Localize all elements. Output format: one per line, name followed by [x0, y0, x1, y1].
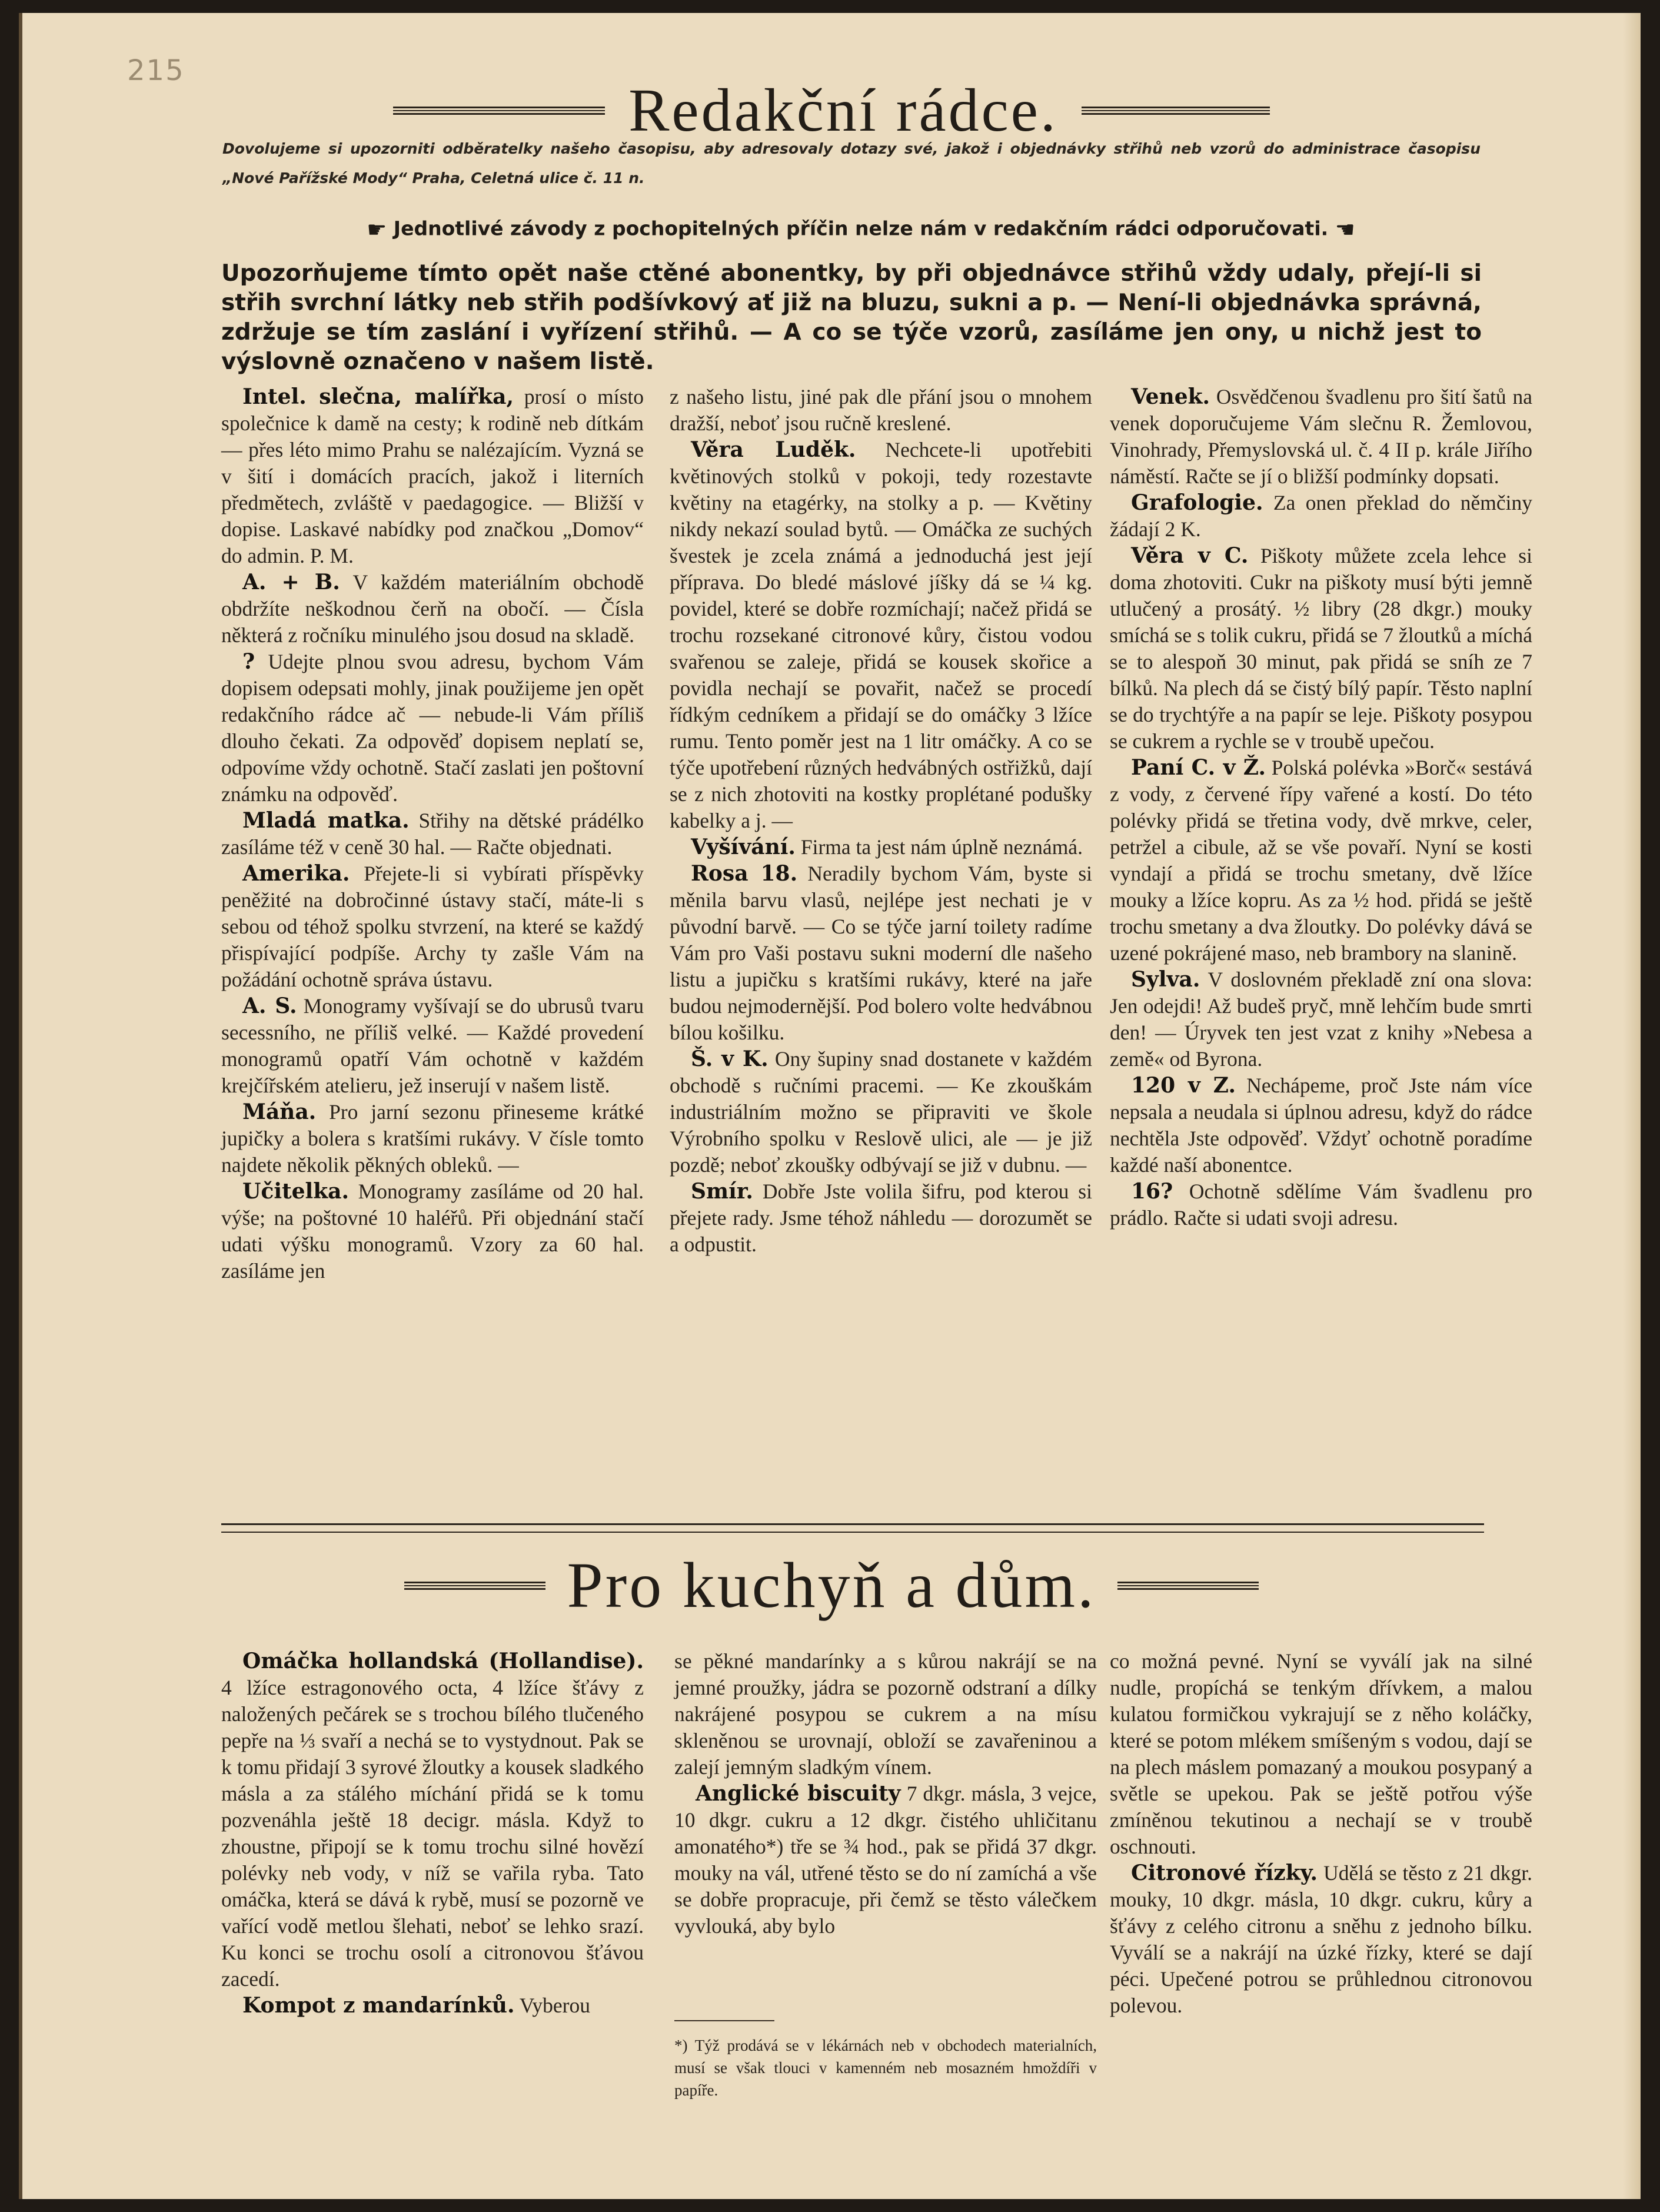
advice-entry	[1110, 1178, 1532, 1231]
announcement-paragraph: Upozorňujeme tímto opět naše ctěné abonentky, by při objednávce střihů vždy udaly, přejí-li si střih svrchní látky neb střih podšívkový ať již na bluzu, sukni a p. — Není-li objednávka správná, zdržuje se tím zaslání i vyřízení střihů. — A co se týče vzorů, zasíláme jen ony, u nichž jest to výslovně označeno v našem listě.	[221, 260, 1482, 375]
entry-text: Ony šupiny snad dostanete v každém obchodě s ručními pracemi. — Ke zkouškám industriálním možno se připraviti ve škole Výrobního spolku v Reslově ulici, ale — je již pozdě; neboť zkoušky odbývají se již v dubnu. —	[670, 1047, 1092, 1177]
kitchen-entry	[221, 1992, 644, 2019]
advice-entry	[670, 1178, 1092, 1258]
entry-heading-citronove-rizky: Citronové řízky.	[1131, 1861, 1318, 1885]
section-separator	[221, 1523, 1484, 1533]
entry-text: 7 dkgr. másla, 3 vejce, 10 dkgr. cukru a 12 dkgr. čistého uhličitanu amonatého*) tře se ¾ hod., pak se přidá 37 dkgr. mouky na vál, utřené těsto se do ní zamíchá a vše se dobře propracuje, při čemž se těsto válečkem vyvlouká, aby bylo	[674, 1782, 1097, 1938]
kitchen-column-2	[674, 1648, 1097, 1939]
advice-entry	[1110, 755, 1532, 966]
entry-text: Dobře Jste volila šifru, pod kterou si přejete rady. Jsme téhož náhledu — dorozumět se a odpustit.	[670, 1180, 1092, 1256]
advice-column-1	[221, 384, 644, 1284]
kitchen-entry	[1110, 1860, 1532, 2019]
entry-text: Udejte plnou svou adresu, bychom Vám dopisem odepsati mohly, jinak použijeme jen opět redakčního rádce ač — nebude-li Vám příliš dlouho čekati. Za odpověď dopisem neplatí se, odpovíme vždy ochotně. Stačí zaslati jen poštovní známku na odpověď.	[221, 650, 644, 806]
entry-heading-amerika: Amerika.	[242, 861, 350, 886]
entry-text: Pro jarní sezonu přineseme krátké jupičky a bolera s kratšími rukávy. V čísle tomto najdete několik pěkných obleků. —	[221, 1100, 644, 1177]
entry-text: Nechcete-li upotřebiti květinových stolků v pokoji, tedy rozestavte květiny na etagérky, na stolky a p. — Květiny nikdy nekazí soulad bytů. — Omáčka ze suchých švestek je zcela známá a jednoduchá jest její příprava. Do bledé máslové jíšky dá se ¼ kg. povidel, které se dobře rozmíchají; načež přidá se trochu rozsekané citronové kůry, čistou vodou svařenou se zaleje, přidá se kousek skořice a povidla nechají se povařit, načež se procedí řídkým cedníkem a přidají se do omáčky 3 lžíce rumu. Tento poměr jest na 1 litr omáčky. A co se týče upotřebení různých hedvábných ostřižků, dají se z nich zhotoviti na kostky proplétané podušky kabelky a j. —	[670, 438, 1092, 832]
advice-entry	[221, 861, 644, 993]
entry-heading-rosa-18: Rosa 18.	[691, 861, 798, 886]
entry-heading-entry: ?	[242, 649, 255, 674]
entry-text: Udělá se těsto z 21 dkgr. mouky, 10 dkgr. másla, 10 dkgr. cukru, kůry a šťávy z celého citronu a sněhu z jednoho bílku. Vyválí se a nakrájí na úzké řízky, které se dají péci. Upečené potrou se průhlednou citronovou polevou.	[1110, 1861, 1532, 2017]
entry-text: prosí o místo společnice k damě na cesty; k rodině neb dítkám — přes léto mimo Prahu se nalézajícím. Vyzná se v šití i domácích pracích, jakož i literních předmětech, zvláště v paedagogice. — Bližší v dopise. Laskavé nabídky pod značkou „Domov“ do admin. P. M.	[221, 385, 644, 567]
advice-entry	[221, 649, 644, 808]
entry-heading-mana: Máňa.	[242, 1100, 317, 1124]
entry-heading-venek: Venek.	[1131, 384, 1210, 409]
entry-text: Nechápeme, proč Jste nám více nepsala a neudala si úplnou adresu, když do rádce nechtěla Jste odpověď. Vždyť ochotně poradíme každé naší abonentce.	[1110, 1074, 1533, 1177]
footnote-rule	[674, 2020, 774, 2021]
title-rule-right-2	[1117, 1582, 1259, 1590]
entry-text: Monogramy zasíláme od 20 hal. výše; na poštovné 10 haléřů. Při objednání stačí udati výšku monogramů. Vzory za 60 hal. zasíláme jen	[221, 1180, 644, 1283]
advice-entry	[670, 384, 1092, 437]
entry-heading-vysivani: Vyšívání.	[691, 835, 796, 859]
entry-text: Střihy na dětské prádélko zasíláme též v ceně 30 hal. — Račte objednati.	[221, 809, 644, 859]
entry-text: Vyberou	[514, 1994, 590, 2017]
entry-heading-anglicke-biscuity: Anglické biscuity	[696, 1781, 901, 1806]
entry-text: Ochotně sdělíme Vám švadlenu pro prádlo. Račte si udati svoji adresu.	[1110, 1180, 1532, 1230]
advice-column-2	[670, 384, 1092, 1258]
entry-heading-a-s: A. S.	[242, 994, 297, 1018]
entry-heading-a-b: A. + B.	[242, 570, 340, 594]
entry-text: Osvědčenou švadlenu pro šití šatů na venek doporučujeme Vám slečnu R. Žemlovou, Vinohrady, Přemyslovská ul. č. 4 II p. krále Jiřího náměstí. Račte se jí o bližší podmínky dopsati.	[1110, 385, 1532, 488]
entry-heading-vera-v-c: Věra v C.	[1131, 543, 1249, 568]
entry-heading-s-v-k: Š. v K.	[691, 1047, 769, 1071]
entry-text: z našeho listu, jiné pak dle přání jsou o mnohem dražší, neboť jsou ručně kreslené.	[670, 385, 1092, 435]
advice-entry	[221, 384, 644, 569]
advice-entry	[1110, 490, 1532, 543]
advice-entry	[221, 808, 644, 861]
title-rule-right	[1082, 107, 1270, 115]
entry-text: Piškoty můžete zcela lehce si doma zhotoviti. Cukr na piškoty musí býti jemně utlučený a prosátý. ½ libry (28 dkgr.) mouky smíchá se s tolik cukru, přidá se 7 žloutků a míchá se to alespoň 30 minut, pak přidá se sníh ze 7 bílků. Na plech dá se čistý bílý papír. Těsto naplní se do trychtýře a na papír se leje. Piškoty posypou se cukrem a rychle se v troubě upečou.	[1110, 544, 1532, 753]
entry-heading-kompot-z-mandarinku: Kompot z mandarínků.	[242, 1993, 515, 2018]
pointing-hand-left-icon: ☛	[367, 217, 387, 243]
pencil-page-number: 215	[127, 54, 185, 87]
advice-entry	[221, 993, 644, 1099]
page-edge-shadow	[1623, 13, 1641, 2199]
entry-text: Polská polévka »Borč« sestává z vody, z červené řípy vařené a kostí. Do této polévky přidá se třetina vody, dvě mrkve, celer, petržel a cibule, až se vše povaří. Nyní se kosti vyndají a přidá se trochu smetany, dvě lžíce mouky a lžíce kopru. As za ½ hod. přidá se ještě trochu smetany a dva žloutky. Do polévky dává se uzené pokrájené maso, neb brambory na slanině.	[1110, 756, 1533, 965]
title-rule-left	[393, 107, 605, 115]
entry-text: V každém materiálním obchodě obdržíte neškodnou čerň na obočí. — Čísla některá z ročníku minulého jsou dosud na skladě.	[221, 570, 644, 647]
pointing-hand-right-icon: ☚	[1335, 217, 1355, 243]
advice-entry	[670, 834, 1092, 861]
advice-entry	[670, 437, 1092, 834]
entry-heading-mlada-matka: Mladá matka.	[242, 808, 410, 833]
advice-entry	[221, 1178, 644, 1284]
kitchen-column-1	[221, 1648, 644, 2019]
entry-text: co možná pevné. Nyní se vyválí jak na silné nudle, propíchá se tenkým dřívkem, a malou kulatou formičkou vykrajují se z něho koláčky, které se potom mlékem smíšeným s vodou, dají se na plech máslem pomazaný a moukou posypaný a světle se upekou. Pak se ještě potřou výše zmíněnou tekutinou a nechají se v troubě oschnouti.	[1110, 1649, 1532, 1858]
advice-entry	[221, 1099, 644, 1178]
kitchen-entry	[1110, 1648, 1532, 1860]
advice-entry	[670, 1046, 1092, 1178]
notice-line	[281, 217, 1441, 243]
kitchen-title: Pro kuchyň a dům.	[567, 1549, 1096, 1621]
section-heading-kitchen	[22, 1548, 1641, 1623]
page-title: Redakční rádce.	[628, 77, 1058, 144]
advice-entry	[1110, 384, 1532, 490]
advice-column-3	[1110, 384, 1532, 1231]
advice-entry	[1110, 1072, 1532, 1178]
advice-entry	[670, 861, 1092, 1046]
kitchen-column-3	[1110, 1648, 1532, 2019]
entry-text: Přejete-li si vybírati příspěvky peněžité na dobročinné ústavy stačí, máte-li s sebou od téhož spolku stvrzení, na které se každý přispívající podpíše. Archy ty zašle Vám na požádání ochotně správa ústavu.	[221, 862, 644, 991]
entry-text: se pěkné mandarínky a s kůrou nakrájí se na jemné proužky, jádra se pozorně odstraní a dílky nakrájené posypou se cukrem a na mísu skleněnou se urovnají, obloží se zavařeninou a zalejí jemným sladkým vínem.	[674, 1649, 1097, 1779]
kitchen-entry	[221, 1648, 644, 1992]
intro-note: Dovolujeme si upozorniti odběratelky našeho časopisu, aby adresovaly dotazy své, jakož i objednávky střihů neb vzorů do administrace časopisu „Nové Pařížské Mody“ Praha, Celetná ulice č. 11 n.	[222, 140, 1481, 187]
advice-entry	[221, 569, 644, 649]
entry-heading-sylva: Sylva.	[1131, 967, 1200, 992]
entry-heading-pani-c-v-z: Paní C. v Ž.	[1131, 755, 1266, 780]
footnote: *) Týž prodává se v lékárnách neb v obchodech materialních, musí se však tlouci v kamenném neb mosazném hmoždíři v papíře.	[674, 2037, 1097, 2099]
title-rule-left-2	[404, 1582, 545, 1590]
notice-text: Jednotlivé závody z pochopitelných příčin nelze nám v redakčním rádci odporučovati.	[393, 217, 1329, 240]
advice-entry	[1110, 543, 1532, 755]
entry-text: Za onen překlad do němčiny žádají 2 K.	[1110, 491, 1532, 541]
entry-text: Neradily bychom Vám, byste si měnila barvu vlasů, nejlépe jest nechati je v původní barvě. — Co se týče jarní toilety radíme Vám pro Vaši postavu sukni moderní dle našeho listu a jupičku s kratšími rukávy, které na jaře budou nejmodernější. Pod bolero volte hedvábnou bílou košilku.	[670, 862, 1093, 1044]
entry-text: V doslovném překladě zní ona slova: Jen odejdi! Až budeš pryč, mně lehčím bude smrti den! — Úryvek ten jest vzat z knihy »Nebesa a země« od Byrona.	[1110, 968, 1532, 1071]
entry-text: Firma ta jest nám úplně neznámá.	[795, 835, 1083, 859]
entry-heading-16: 16?	[1131, 1179, 1173, 1204]
entry-heading-intel-slecna-malirka: Intel. slečna, malířka,	[242, 384, 514, 409]
entry-heading-omacka-hollandska-hollandise: Omáčka hollandská (Hollandise).	[242, 1649, 644, 1673]
entry-heading-120-v-z: 120 v Z.	[1131, 1073, 1236, 1098]
entry-text: Monogramy vyšívají se do ubrusů tvaru secessního, ne příliš velké. — Každé provedení monogramů opatří Vám ochotně v každém krejčířském atelieru, jež inserují v našem listě.	[221, 994, 644, 1097]
entry-heading-grafologie: Grafologie.	[1131, 490, 1263, 515]
entry-heading-ucitelka: Učitelka.	[242, 1179, 350, 1204]
magazine-page	[19, 13, 1641, 2199]
advice-entry	[1110, 966, 1532, 1072]
kitchen-entry	[674, 1781, 1097, 1939]
entry-heading-smir: Smír.	[691, 1179, 753, 1204]
entry-text: 4 lžíce estragonového octa, 4 lžíce šťávy z naložených pečárek se s trochou bílého tlučeného pepře na ⅓ svaří a nechá se to vystydnout. Pak se k tomu přidají 3 syrové žloutky a kousek sladkého másla a za stálého míchání přidá se k tomu pozvenáhla ještě 18 decigr. másla. Když to zhoustne, připojí se k tomu trochu silné hovězí polévky neb vody, v níž se vařila ryba. Tato omáčka, která se dává k rybě, musí se pozorně ve vařící vodě metlou šlehati, neboť se lehko srazí. Ku konci se trochu osolí a citronovou šťávou zacedí.	[221, 1676, 644, 1991]
kitchen-entry	[674, 1648, 1097, 1781]
entry-heading-vera-ludek: Věra Luděk.	[691, 437, 856, 462]
